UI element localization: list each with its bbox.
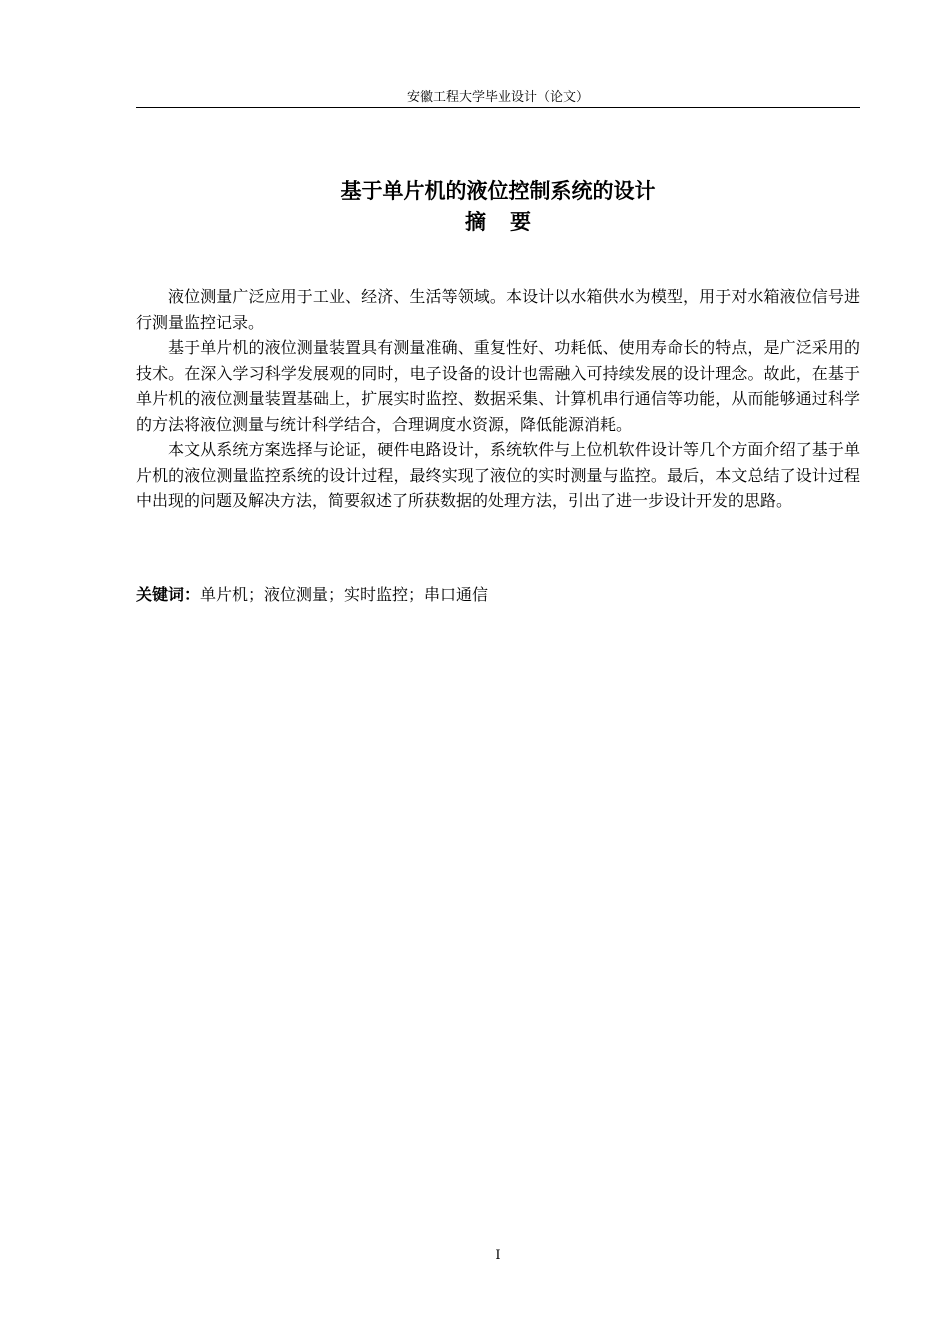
abstract-body (136, 284, 860, 514)
abstract-paragraph: 基于单片机的液位测量装置具有测量准确、重复性好、功耗低、使用寿命长的特点，是广泛采用的技术。在深入学习科学发展观的同时，电子设备的设计也需融入可持续发展的设计理念。故此，在基于单片机的液位测量装置基础上，扩展实时监控、数据采集、计算机串行通信等功能，从而能够通过科学的方法将液位测量与统计科学结合，合理调度水资源，降低能源消耗。 (136, 338, 860, 434)
keywords-line (136, 582, 860, 607)
page-number: I (495, 1248, 501, 1263)
thesis-title: 基于单片机的液位控制系统的设计 (340, 179, 656, 203)
running-header (136, 90, 860, 108)
running-header-text: 安徽工程大学毕业设计（论文） (406, 90, 589, 105)
abstract-heading: 摘要 (465, 210, 555, 234)
abstract-paragraph: 本文从系统方案选择与论证，硬件电路设计，系统软件与上位机软件设计等几个方面介绍了基于单片机的液位测量监控系统的设计过程，最终实现了液位的实时测量与监控。最后，本文总结了设计过程中出现的问题及解决方法，简要叙述了所获数据的处理方法，引出了进一步设计开发的思路。 (136, 440, 860, 510)
keywords-value: 单片机；液位测量；实时监控；串口通信 (200, 585, 489, 604)
abstract-paragraph: 液位测量广泛应用于工业、经济、生活等领域。本设计以水箱供水为模型，用于对水箱液位信号进行测量监控记录。 (136, 287, 860, 332)
keywords-label: 关键词： (136, 585, 201, 604)
